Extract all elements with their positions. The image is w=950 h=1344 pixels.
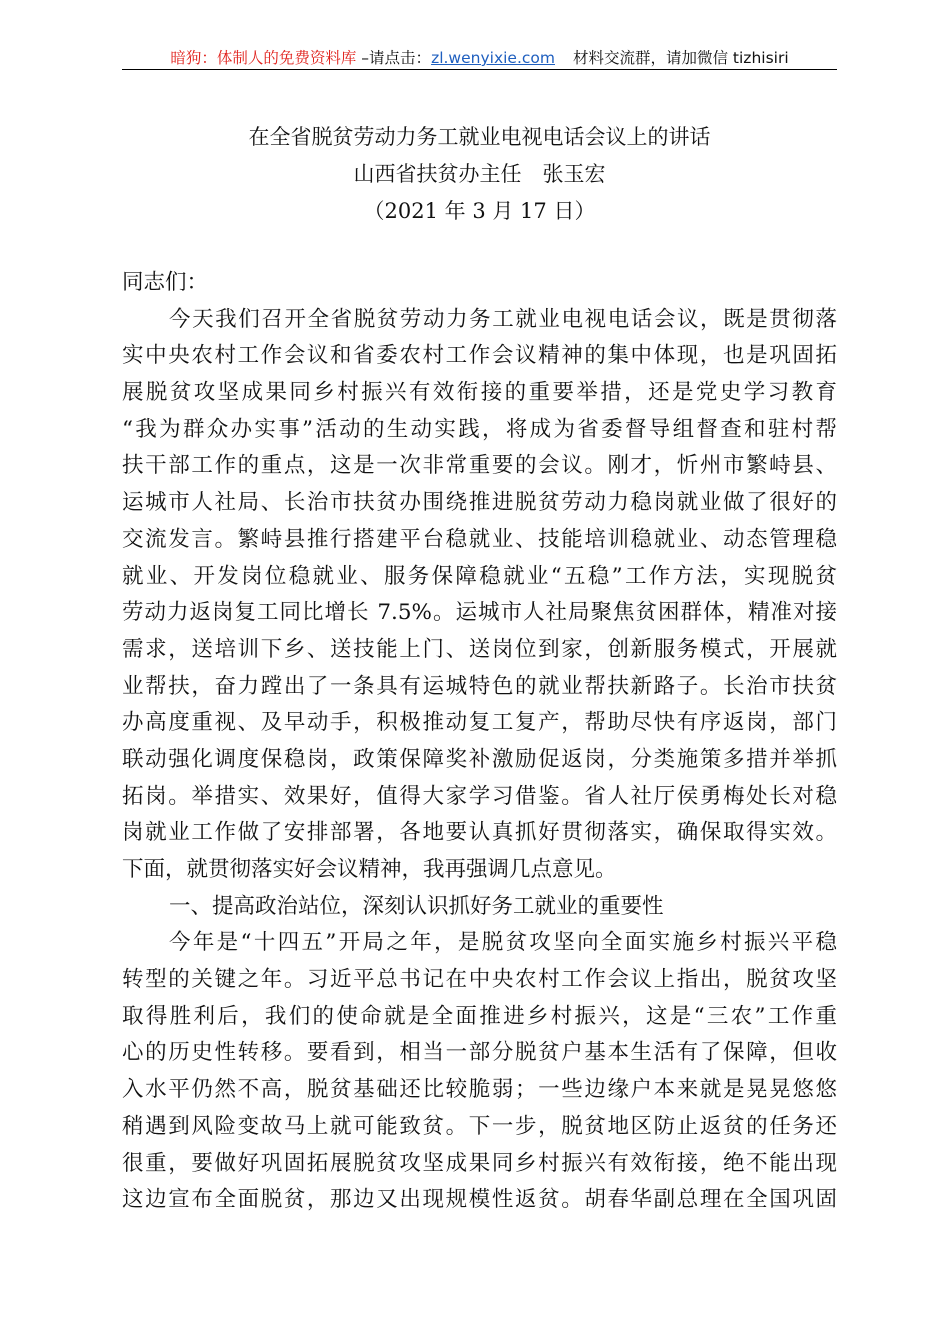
document-body bbox=[122, 265, 837, 1219]
text-line: 入水平仍然不高，脱贫基础还比较脆弱；一些边缘户本来就是晃晃悠悠 bbox=[122, 1077, 837, 1103]
text-line: 稍遇到风险变故马上就可能致贫。下一步，脱贫地区防止返贫的任务还 bbox=[122, 1113, 837, 1139]
promo-group-text: 材料交流群，请加微信 tizhisiri bbox=[573, 49, 789, 67]
paragraph bbox=[122, 925, 837, 1219]
text-line: 转型的关键之年。习近平总书记在中央农村工作会议上指出，脱贫攻坚 bbox=[122, 967, 837, 993]
promo-click-label: –请点击： bbox=[356, 49, 432, 67]
text-line: 岗就业工作做了安排部署，各地要认真抓好贯彻落实，确保取得实效。 bbox=[122, 820, 837, 846]
text-line: 一、提高政治站位，深刻认识抓好务工就业的重要性 bbox=[169, 893, 664, 919]
text-line: 运城市人社局、长治市扶贫办围绕推进脱贫劳动力稳岗就业做了很好的 bbox=[122, 490, 837, 516]
text-line: “我为群众办实事”活动的生动实践，将成为省委督导组督查和驻村帮 bbox=[122, 416, 837, 442]
greeting: 同志们： bbox=[122, 270, 209, 295]
text-line: 办高度重视、及早动手，积极推动复工复产，帮助尽快有序返岗，部门 bbox=[122, 710, 837, 736]
document-title: 在全省脱贫劳动力务工就业电视电话会议上的讲话 bbox=[248, 125, 711, 149]
text-line: 今年是“十四五”开局之年，是脱贫攻坚向全面实施乡村振兴平稳 bbox=[169, 930, 837, 956]
header-divider bbox=[122, 69, 837, 70]
text-line: 拓岗。举措实、效果好，值得大家学习借鉴。省人社厅侯勇梅处长对稳 bbox=[122, 783, 837, 809]
text-line: 很重，要做好巩固拓展脱贫攻坚成果同乡村振兴有效衔接，绝不能出现 bbox=[122, 1150, 837, 1176]
text-line: 取得胜利后，我们的使命就是全面推进乡村振兴，这是“三农”工作重 bbox=[122, 1003, 837, 1029]
paragraph bbox=[122, 302, 837, 889]
promo-site-name: 暗狗：体制人的免费资料库 bbox=[170, 49, 357, 67]
text-line: 就业、开发岗位稳就业、服务保障稳就业“五稳”工作方法，实现脱贫 bbox=[122, 563, 837, 589]
text-line: 需求，送培训下乡、送技能上门、送岗位到家，创新服务模式，开展就 bbox=[122, 636, 837, 662]
document-date: （2021 年 3 月 17 日） bbox=[363, 199, 596, 223]
text-line: 业帮扶，奋力蹚出了一条具有运城特色的就业帮扶新路子。长治市扶贫 bbox=[122, 673, 837, 699]
promo-header bbox=[122, 46, 837, 68]
text-line: 实中央农村工作会议和省委农村工作会议精神的集中体现，也是巩固拓 bbox=[122, 343, 837, 369]
text-line: 劳动力返岗复工同比增长 7.5%。运城市人社局聚焦贫困群体，精准对接 bbox=[122, 600, 837, 626]
document-author: 山西省扶贫办主任 张玉宏 bbox=[353, 162, 606, 186]
text-line: 联动强化调度保稳岗，政策保障奖补激励促返岗，分类施策多措并举抓 bbox=[122, 746, 837, 772]
text-line: 下面，就贯彻落实好会议精神，我再强调几点意见。 bbox=[122, 857, 617, 882]
promo-link[interactable]: zl.wenyixie.com bbox=[431, 49, 555, 67]
text-line: 今天我们召开全省脱贫劳动力务工就业电视电话会议，既是贯彻落 bbox=[169, 306, 837, 332]
text-line: 交流发言。繁峙县推行搭建平台稳就业、技能培训稳就业、动态管理稳 bbox=[122, 526, 837, 552]
text-line: 展脱贫攻坚成果同乡村振兴有效衔接的重要举措，还是党史学习教育 bbox=[122, 380, 837, 406]
section-heading bbox=[122, 889, 837, 926]
text-line: 心的历史性转移。要看到，相当一部分脱贫户基本生活有了保障，但收 bbox=[122, 1040, 837, 1066]
text-line: 这边宣布全面脱贫，那边又出现规模性返贫。胡春华副总理在全国巩固 bbox=[122, 1187, 837, 1213]
text-line: 扶干部工作的重点，这是一次非常重要的会议。刚才，忻州市繁峙县、 bbox=[122, 453, 837, 479]
